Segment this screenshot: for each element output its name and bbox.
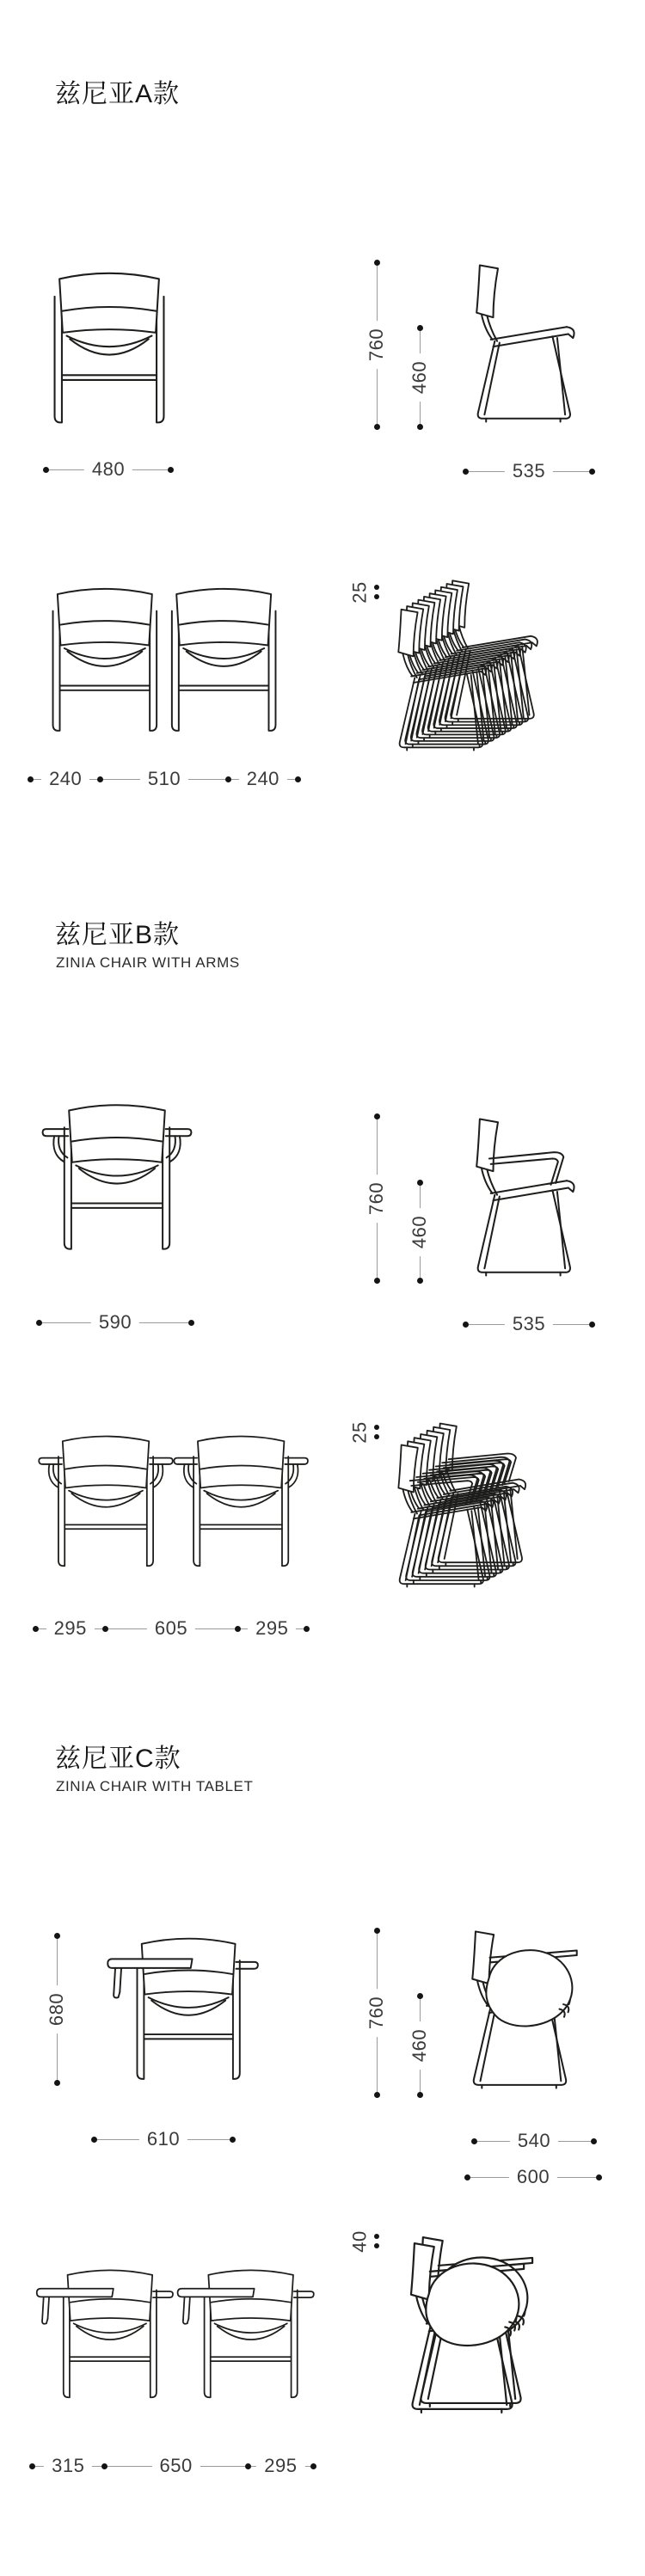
section-b-subtitle: ZINIA CHAIR WITH ARMS [56, 954, 240, 971]
dim-endpoint-dot [589, 469, 595, 475]
dim-endpoint-dot [230, 2137, 236, 2143]
dim-endpoint-dot [596, 2174, 602, 2180]
dim-label: 40 [348, 2230, 371, 2253]
dim-endpoint-dot [374, 260, 380, 266]
dim-label: 295 [46, 1619, 95, 1638]
dim-endpoint-dot [417, 1993, 423, 1999]
dim-c-arm-height [45, 1933, 67, 2086]
dim-endpoint-dot [225, 776, 231, 782]
dim-endpoint-dot [188, 1320, 194, 1326]
dim-a-row-spacing [28, 767, 301, 789]
dim-endpoint-dot [463, 1322, 469, 1328]
dim-endpoint-dot [374, 424, 380, 430]
dim-c-overall-height [365, 1928, 387, 2098]
dim-c-seat-height [408, 1993, 430, 2098]
dim-endpoint-dot [589, 1322, 595, 1328]
dim-label: 760 [367, 1989, 386, 2037]
dim-endpoint-dot [97, 776, 103, 782]
dim-a-depth [463, 459, 595, 481]
section-a-title: 兹尼亚A款 [55, 80, 181, 108]
dim-endpoint-dot [417, 424, 423, 430]
dim-endpoint-dot [28, 776, 34, 782]
dim-label: 760 [367, 1175, 386, 1223]
dim-endpoint-dot [168, 467, 174, 473]
dim-endpoint-dot [235, 1626, 241, 1632]
dim-endpoint-dot [374, 1928, 380, 1934]
dim-a-stack-gap [349, 583, 379, 602]
dim-endpoint-dot [471, 2138, 477, 2144]
dim-c-front-width [91, 2127, 236, 2150]
stack-gap-dots [374, 2234, 379, 2248]
chair-a-side-view-drawing [469, 260, 586, 427]
dim-endpoint-dot [417, 1180, 423, 1186]
dim-endpoint-dot [245, 2463, 251, 2469]
dim-b-overall-height [365, 1113, 387, 1284]
dim-endpoint-dot [102, 1626, 108, 1632]
dim-endpoint-dot [295, 776, 301, 782]
dim-label: 610 [139, 2130, 187, 2149]
chair-b-front-view-drawing [40, 1090, 194, 1254]
chair-b-side-view-drawing [469, 1113, 586, 1281]
dim-label: 605 [147, 1619, 195, 1638]
dim-endpoint-dot [417, 1278, 423, 1284]
stack-gap-dots [374, 1425, 379, 1439]
stack-gap-dots [374, 585, 379, 599]
dim-endpoint-dot [374, 2092, 380, 2098]
dim-label: 295 [248, 1619, 296, 1638]
chair-c-front-view-drawing [103, 1924, 263, 2084]
dim-c-overall-depth [464, 2165, 602, 2187]
chair-a-stacked-view-drawing [391, 574, 548, 754]
chair-b-stacked-view-drawing [391, 1417, 542, 1589]
section-c-subtitle: ZINIA CHAIR WITH TABLET [56, 1778, 254, 1794]
dim-label: 535 [505, 1315, 553, 1334]
dim-b-front-width [36, 1310, 194, 1333]
dim-label: 480 [84, 460, 132, 479]
chair-a-row-view-drawing [47, 574, 281, 736]
dim-label: 240 [239, 770, 287, 788]
dim-b-depth [463, 1312, 595, 1334]
dim-b-seat-height [408, 1180, 430, 1284]
dim-label: 460 [410, 2021, 429, 2070]
dim-endpoint-dot [304, 1626, 310, 1632]
dim-b-stack-gap [349, 1423, 379, 1442]
dim-label: 25 [348, 581, 371, 604]
dim-endpoint-dot [417, 2092, 423, 2098]
dim-label: 25 [348, 1421, 371, 1444]
dim-label: 240 [41, 770, 89, 788]
dim-label: 295 [256, 2456, 304, 2475]
chair-b-row-view-drawing [36, 1423, 311, 1571]
dim-label: 600 [509, 2168, 557, 2187]
dim-b-row-spacing [33, 1616, 310, 1639]
dim-endpoint-dot [417, 325, 423, 331]
chair-a-front-view-drawing [49, 258, 169, 428]
dim-endpoint-dot [374, 1278, 380, 1284]
dim-label: 510 [140, 770, 188, 788]
dim-endpoint-dot [29, 2463, 35, 2469]
section-b-title: 兹尼亚B款 [55, 921, 181, 949]
dim-label: 590 [91, 1313, 139, 1332]
dim-label: 460 [410, 1207, 429, 1255]
dim-a-front-width [43, 457, 174, 480]
dim-c-stack-gap [349, 2232, 379, 2251]
dim-label: 650 [152, 2456, 200, 2475]
dim-endpoint-dot [54, 1933, 60, 1939]
dim-endpoint-dot [374, 1113, 380, 1119]
dim-label: 680 [47, 1985, 66, 2033]
dim-a-overall-height [365, 260, 387, 430]
dim-endpoint-dot [464, 2174, 470, 2180]
section-c-title: 兹尼亚C款 [55, 1745, 181, 1773]
dim-endpoint-dot [43, 467, 49, 473]
dim-label: 760 [367, 321, 386, 369]
dim-c-row-spacing [29, 2454, 316, 2476]
dim-label: 535 [505, 462, 553, 481]
chair-c-stacked-view-drawing [402, 2229, 544, 2417]
dim-endpoint-dot [591, 2138, 597, 2144]
dim-endpoint-dot [463, 469, 469, 475]
dim-label: 540 [510, 2131, 558, 2150]
dim-endpoint-dot [33, 1626, 39, 1632]
dim-c-seat-depth [471, 2129, 597, 2151]
dim-endpoint-dot [91, 2137, 97, 2143]
dim-endpoint-dot [310, 2463, 316, 2469]
dim-label: 315 [44, 2456, 92, 2475]
dim-endpoint-dot [36, 1320, 42, 1326]
dim-label: 460 [410, 353, 429, 402]
chair-c-side-view-drawing [464, 1926, 585, 2094]
dim-endpoint-dot [54, 2080, 60, 2086]
chair-c-row-view-drawing [33, 2257, 316, 2402]
dim-a-seat-height [408, 325, 430, 430]
dim-endpoint-dot [101, 2463, 108, 2469]
